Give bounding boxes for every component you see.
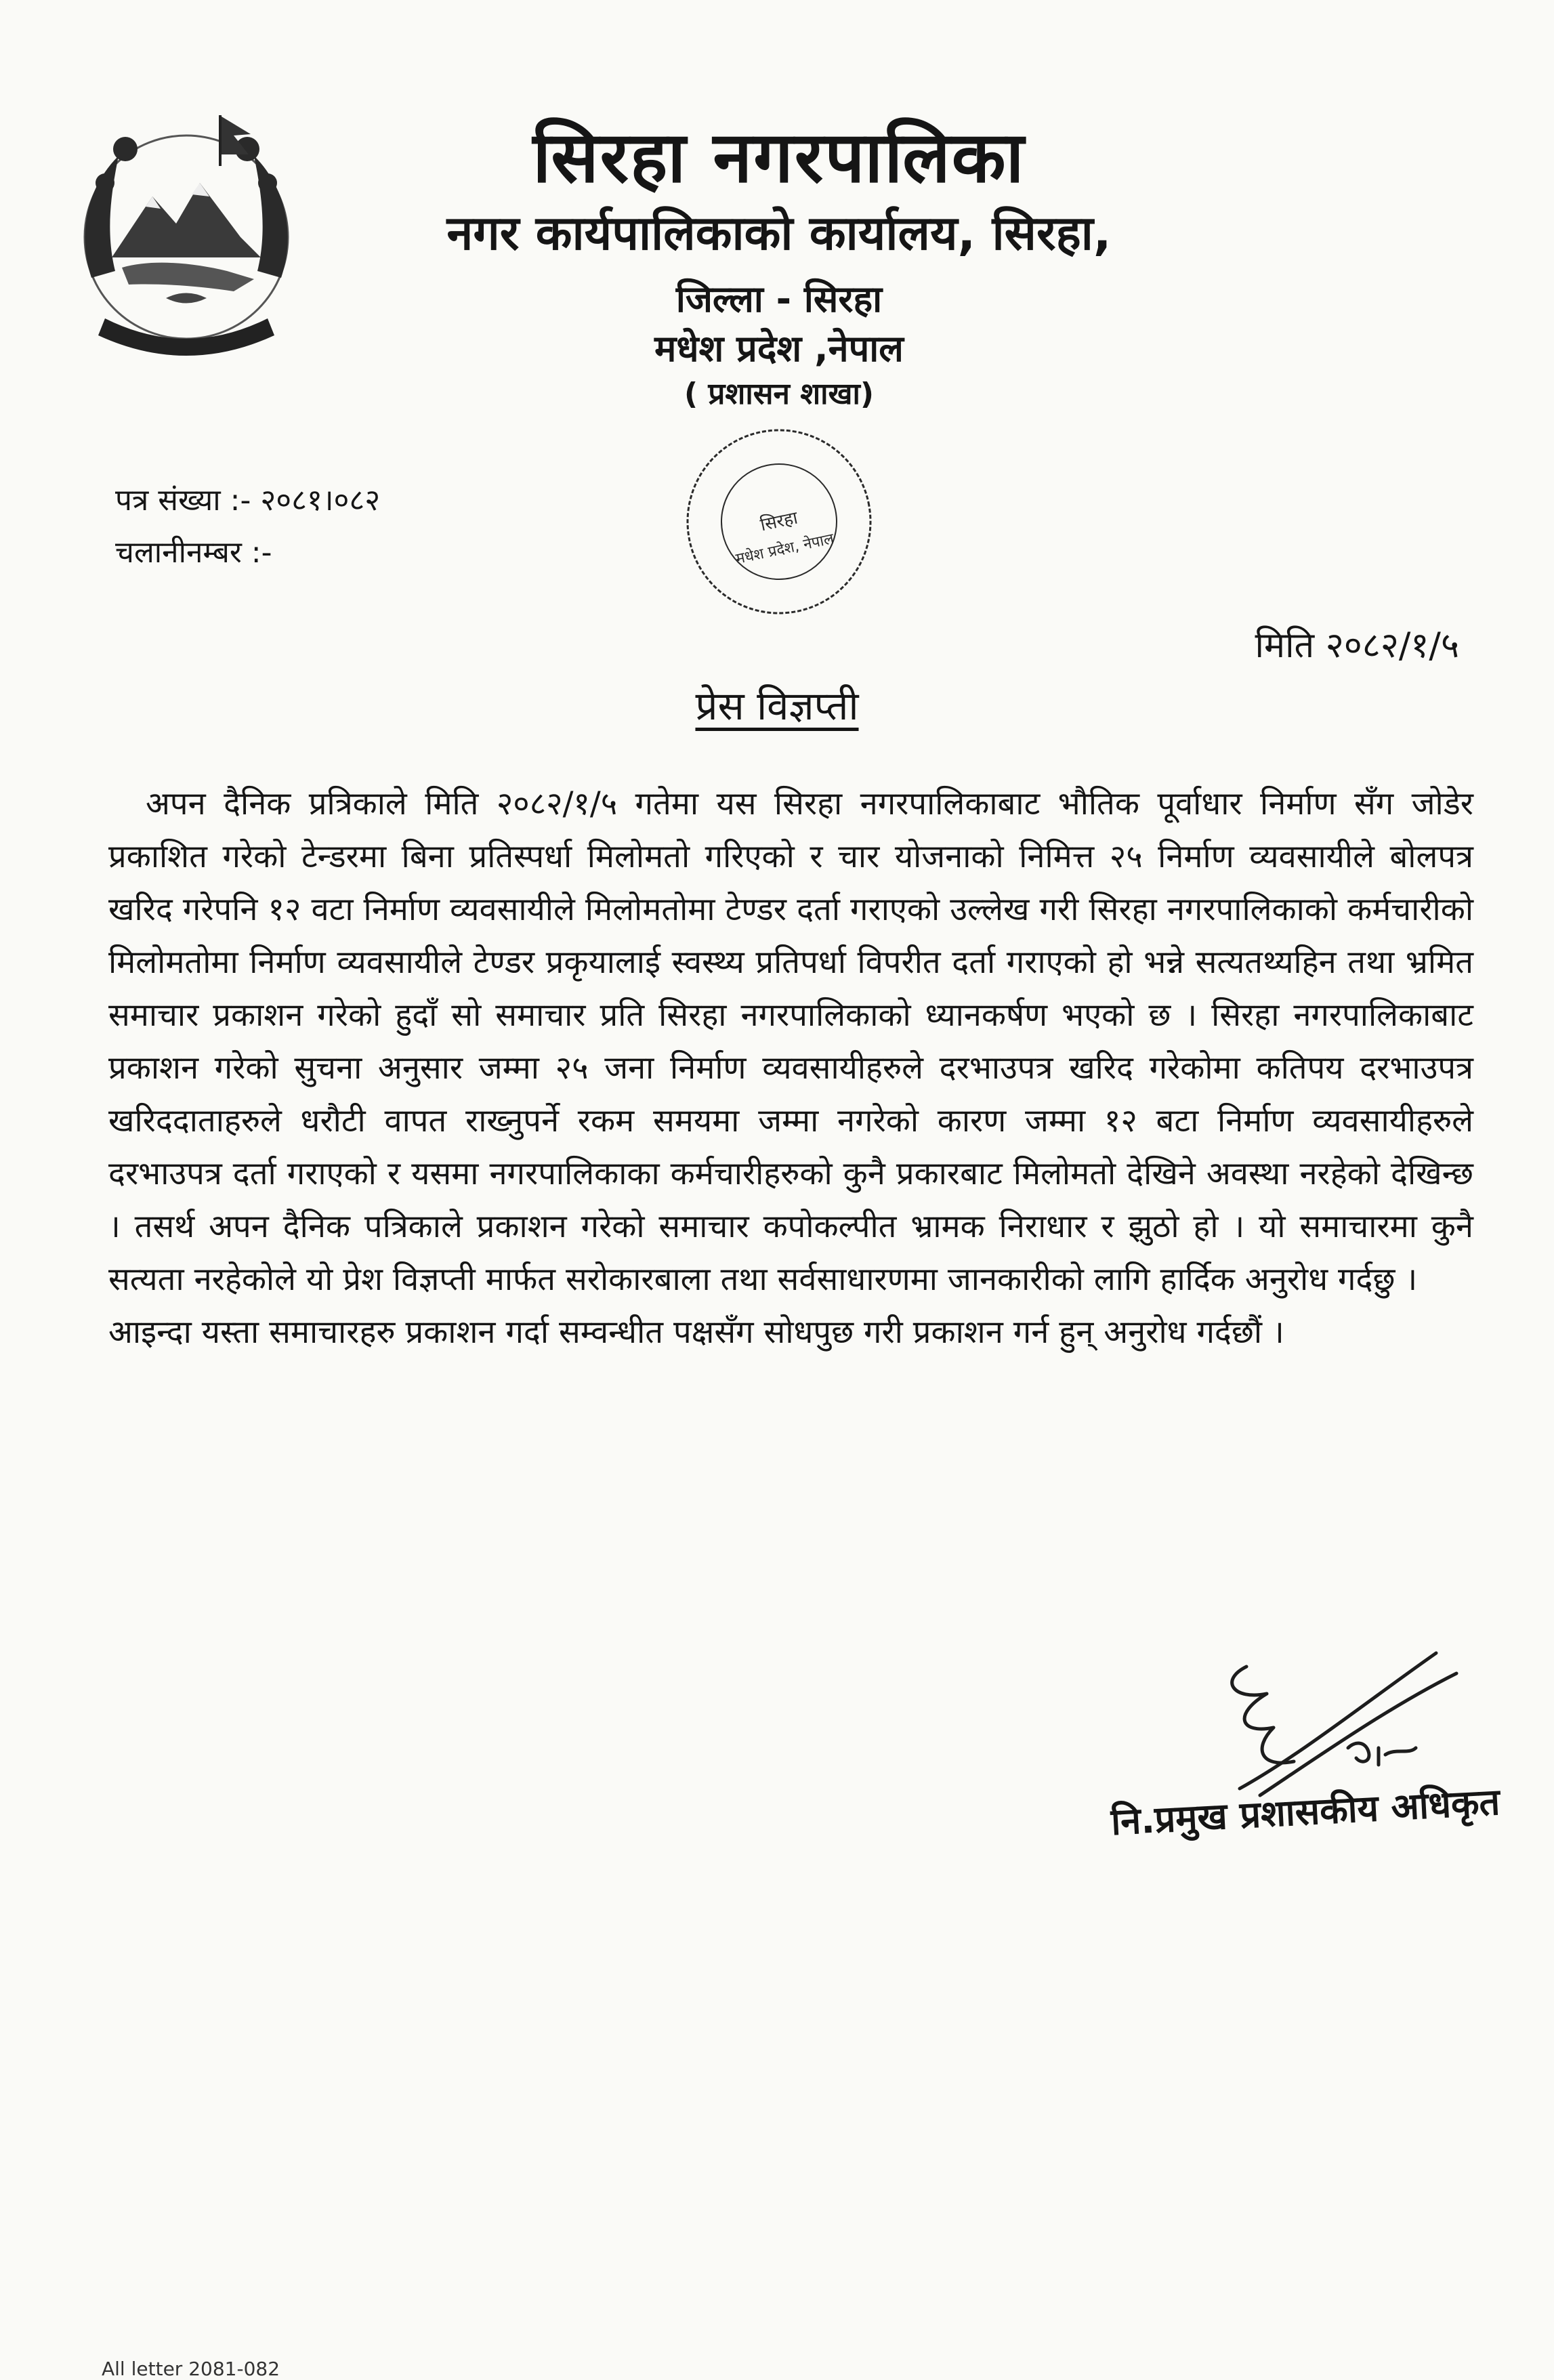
body-paragraph-1: अपन दैनिक प्रत्रिकाले मिति २०८२/१/५ गतेमा यस सिरहा नगरपालिकाबाट भौतिक पूर्वाधार निर्माण सँग जोडेर प्रकाशित गरेको टेन्डरमा बिना प्रतिस्पर्धा मिलोमतो गरिएको र चार योजनाको निमित्त २५ निर्माण व्यवसायीले बोलपत्र खरिद गरेपनि १२ वटा निर्माण व्यवसायीले मिलोमतोमा टेण्डर दर्ता गराएको उल्लेख गरी सिरहा नगरपालिकाको कर्मचारीको मिलोमतोमा निर्माण व्यवसायीले टेण्डर प्रकृयालाई स्वस्थ्य प्रतिपर्धा विपरीत दर्ता गराएको हो भन्ने सत्यतथ्यहिन तथा भ्रमित समाचार प्रकाशन गरेको हुदाँ सो समाचार प्रति सिरहा नगरपालिकाको ध्यानकर्षण भएको छ । सिरहा नगरपालिकाबाट प्रकाशन गरेको सुचना अनुसार जम्मा २५ जना निर्माण व्यवसायीहरुले दरभाउपत्र खरिद गरेकोमा कतिपय दरभाउपत्र खरिददाताहरुले धरौटी वापत राख्नुपर्ने रकम समयमा जम्मा नगरेको कारण जम्मा १२ बटा निर्माण व्यवसायीहरुले दरभाउपत्र दर्ता गराएको र यसमा नगरपालिकाका कर्मचारीहरुको कुनै प्रकारबाट मिलोमतो देखिने अवस्था नरहेको देखिन्छ । तसर्थ अपन दैनिक पत्रिकाले प्रकाशन गरेको समाचार कपोकल्पीत भ्रामक निराधार र झुठो हो । यो समाचारमा कुनै सत्यता नरहेकोले यो प्रेश विज्ञप्ती मार्फत सरोकारबाला तथा सर्वसाधारणमा जानकारीको लागि हार्दिक अनुरोध गर्दछु ।: [108, 785, 1473, 1298]
footer-note: All letter 2081-082: [102, 2358, 280, 2380]
section-line: ( प्रशासन शाखा): [684, 377, 875, 412]
stamp-center-line1: सिरहा: [758, 507, 800, 536]
body-paragraph-2: आइन्दा यस्ता समाचारहरु प्रकाशन गर्दा सम्वन्धीत पक्षसँग सोधपुछ गरी प्रकाशन गर्न हुन् अनुरोध गर्दछौं ।: [108, 1314, 1284, 1351]
organization-title: सिरहा नगरपालिका: [532, 116, 1026, 199]
province-line: मधेश प्रदेश ,नेपाल: [654, 327, 904, 371]
dispatch-number: चलानीनम्बर :-: [115, 535, 272, 570]
letter-body: [108, 778, 1473, 1359]
reference-block: [115, 474, 380, 579]
nepal-emblem-icon: [64, 102, 308, 366]
letter-number: पत्र संख्या :- २०८१।०८२: [115, 483, 381, 518]
office-name: नगर कार्यपालिकाको कार्यालय, सिरहा,: [446, 205, 1112, 261]
letterhead: [325, 115, 1233, 414]
letter-subject: प्रेस विज्ञप्ती: [695, 683, 859, 729]
letter-date: मिति २०८२/१/५: [1255, 625, 1459, 666]
stamp-center-line2: मधेश प्रदेश, नेपाल: [734, 530, 836, 568]
signatory-designation: नि.प्रमुख प्रशासकीय अधिकृत: [1110, 1780, 1501, 1843]
district-line: जिल्ला - सिरहा: [675, 278, 883, 321]
office-stamp-icon: [650, 406, 908, 637]
